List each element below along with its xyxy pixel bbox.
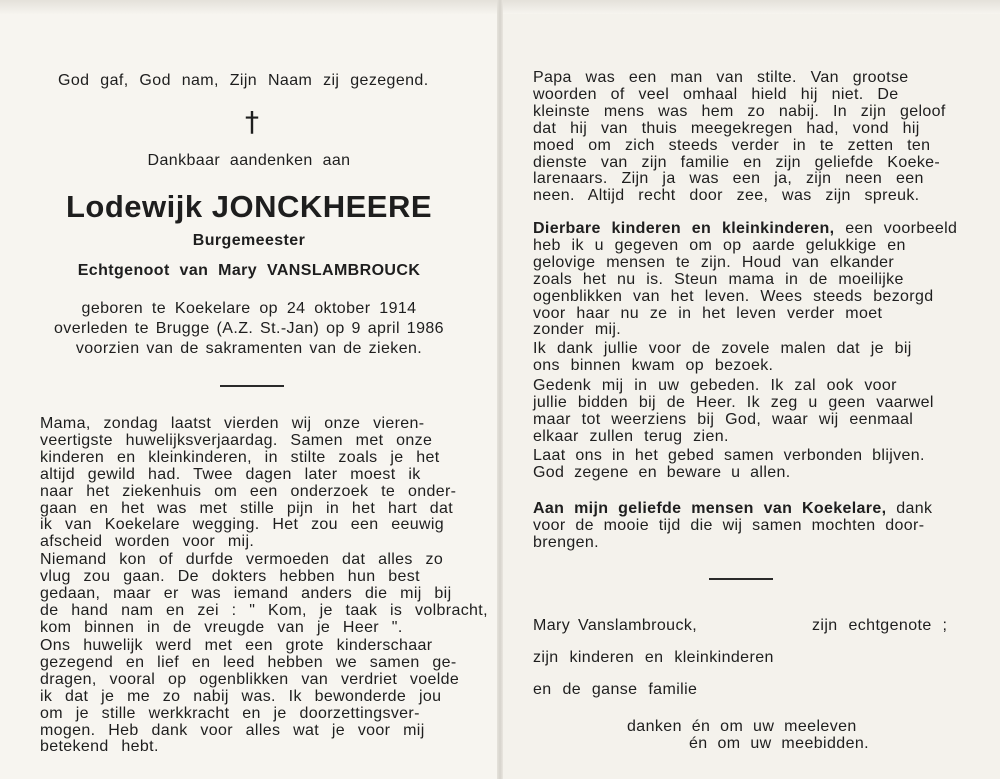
bold-salutation: Dierbare kinderen en kleinkinderen,	[533, 220, 835, 237]
spouse-line: Echtgenoot van Mary VANSLAMBROUCK	[77, 262, 421, 279]
text-line: betekend hebt.	[40, 738, 159, 756]
paragraph-mama	[40, 416, 456, 551]
text-line: moed om zich steeds verder in te zetten ten	[533, 136, 931, 154]
bold-salutation: Aan mijn geliefde mensen van Koekelare,	[533, 500, 887, 517]
text-line: neen. Altijd recht door zee, was zijn spreuk.	[533, 187, 920, 205]
text-line	[533, 221, 957, 238]
text-fragment: dank	[886, 500, 933, 517]
text-line: voor de mooie tijd die wij samen mochten door-	[533, 516, 925, 534]
divider	[220, 385, 284, 387]
text-line: Niemand kon of durfde vermoeden dat alles zo	[40, 551, 444, 568]
text-line: Papa was een man van stilte. Van grootse	[533, 69, 909, 86]
text-line: vlug zou gaan. De dokters hebben hun best	[40, 567, 420, 585]
text-line: ik dat je me zo nabij was. Ik bewonderde jou	[40, 687, 442, 705]
signatory-name: Mary Vanslambrouck,	[533, 617, 698, 634]
paragraph-gebed	[533, 448, 925, 482]
signatory-family: en de ganse familie	[533, 681, 698, 698]
motto: God gaf, God nam, Zijn Naam zij gezegend.	[58, 72, 429, 89]
text-line: maar tot weerziens bij God, waar wij eenmaal	[533, 410, 914, 428]
text-line: brengen.	[533, 533, 599, 551]
text-line: zoals het nu is. Steun mama in de moeilijke	[533, 270, 904, 288]
sacraments-line: voorzien van de sakramenten van de zieken.	[75, 340, 423, 357]
signatory-children: zijn kinderen en kleinkinderen	[533, 649, 774, 666]
text-line: dragen, vooral op ogenblikken van verdriet voelde	[40, 670, 460, 688]
text-line: kleinste mens was hem zo nabij. In zijn geloof	[533, 102, 946, 120]
text-line	[533, 501, 932, 518]
text-line: gelovige mensen te zijn. Houd van elkander	[533, 253, 895, 271]
text-line: larenaars. Zijn ja was een ja, zijn neen een	[533, 170, 924, 188]
text-line: gezegend en lief en leed hebben we samen ge-	[40, 653, 457, 671]
cross-icon: †	[245, 105, 259, 138]
text-line: Mama, zondag laatst vierden wij onze vieren-	[40, 415, 425, 432]
signatory-role: zijn echtgenote ;	[812, 617, 948, 634]
deceased-title: Burgemeester	[192, 232, 306, 249]
text-line: kom binnen in de vreugde van je Heer ".	[40, 618, 403, 636]
text-line: ik van Koekelare wegging. Het zou een eeuwig	[40, 516, 445, 534]
text-line: jullie bidden bij de Heer. Ik zeg u geen vaarwel	[533, 393, 934, 411]
text-line: dienste van zijn familie en zijn geliefde Koeke-	[533, 153, 941, 171]
thanks-line-2: én om uw meebidden.	[689, 735, 870, 752]
text-line: veertigste huwelijksverjaardag. Samen met onze	[40, 431, 433, 449]
memorial-heading: Dankbaar aandenken aan	[147, 152, 351, 169]
paragraph-dank	[533, 341, 912, 375]
paragraph-kinderen	[533, 221, 957, 339]
text-line: woorden of veel omhaal hield hij niet. De	[533, 85, 899, 103]
text-line: Ik dank jullie voor de zovele malen dat je bij	[533, 340, 912, 357]
text-line: zonder mij.	[533, 321, 622, 339]
text-line: gaan en het was met stille pijn in het hart dat	[40, 499, 454, 517]
text-line: God zegene en beware u allen.	[533, 463, 791, 481]
text-line: Gedenk mij in uw gebeden. Ik zal ook voor	[533, 377, 897, 394]
text-line: elkaar zullen terug zien.	[533, 427, 729, 445]
text-fragment: een voorbeeld	[834, 220, 958, 237]
divider	[709, 578, 773, 580]
text-line: ogenblikken van het leven. Wees steeds bezorgd	[533, 287, 934, 305]
text-line: altijd gewild had. Twee dagen later moest ik	[40, 465, 421, 483]
thanks-line-1: danken én om uw meeleven	[627, 718, 857, 735]
text-line: om je stille werkkracht en je doorzettingsver-	[40, 704, 420, 722]
text-line: gedaan, maar er was iemand anders die mij bij	[40, 584, 452, 602]
text-line: ons binnen kwam op bezoek.	[533, 356, 774, 374]
paragraph-gedenk	[533, 378, 934, 446]
text-line: dat hij van thuis meegekregen had, vond hij	[533, 119, 920, 137]
text-line: afscheid worden voor mij.	[40, 533, 255, 551]
text-line: de hand nam en zei : " Kom, je taak is volbracht,	[40, 601, 488, 619]
text-line: voor haar nu ze in het leven verder moet	[533, 304, 883, 322]
text-line: heb ik u gegeven om op aarde gelukkige en	[533, 236, 906, 254]
paragraph-koekelare	[533, 501, 932, 552]
birth-line: geboren te Koekelare op 24 oktober 1914	[81, 300, 417, 317]
text-line: Ons huwelijk werd met een grote kinderschaar	[40, 637, 433, 654]
page-fold	[497, 0, 503, 779]
paragraph-huwelijk	[40, 638, 459, 756]
paragraph-niemand	[40, 552, 488, 637]
text-line: Laat ons in het gebed samen verbonden blijven.	[533, 447, 925, 464]
deceased-name: Lodewijk JONCKHEERE	[65, 189, 433, 224]
text-line: mogen. Heb dank voor alles wat je voor mij	[40, 721, 425, 739]
paragraph-papa	[533, 70, 946, 205]
text-line: naar het ziekenhuis om een onderzoek te onder-	[40, 482, 457, 500]
death-line: overleden te Brugge (A.Z. St.-Jan) op 9 april 1986	[54, 320, 444, 337]
text-line: kinderen en kleinkinderen, in stilte zoals je het	[40, 448, 440, 466]
